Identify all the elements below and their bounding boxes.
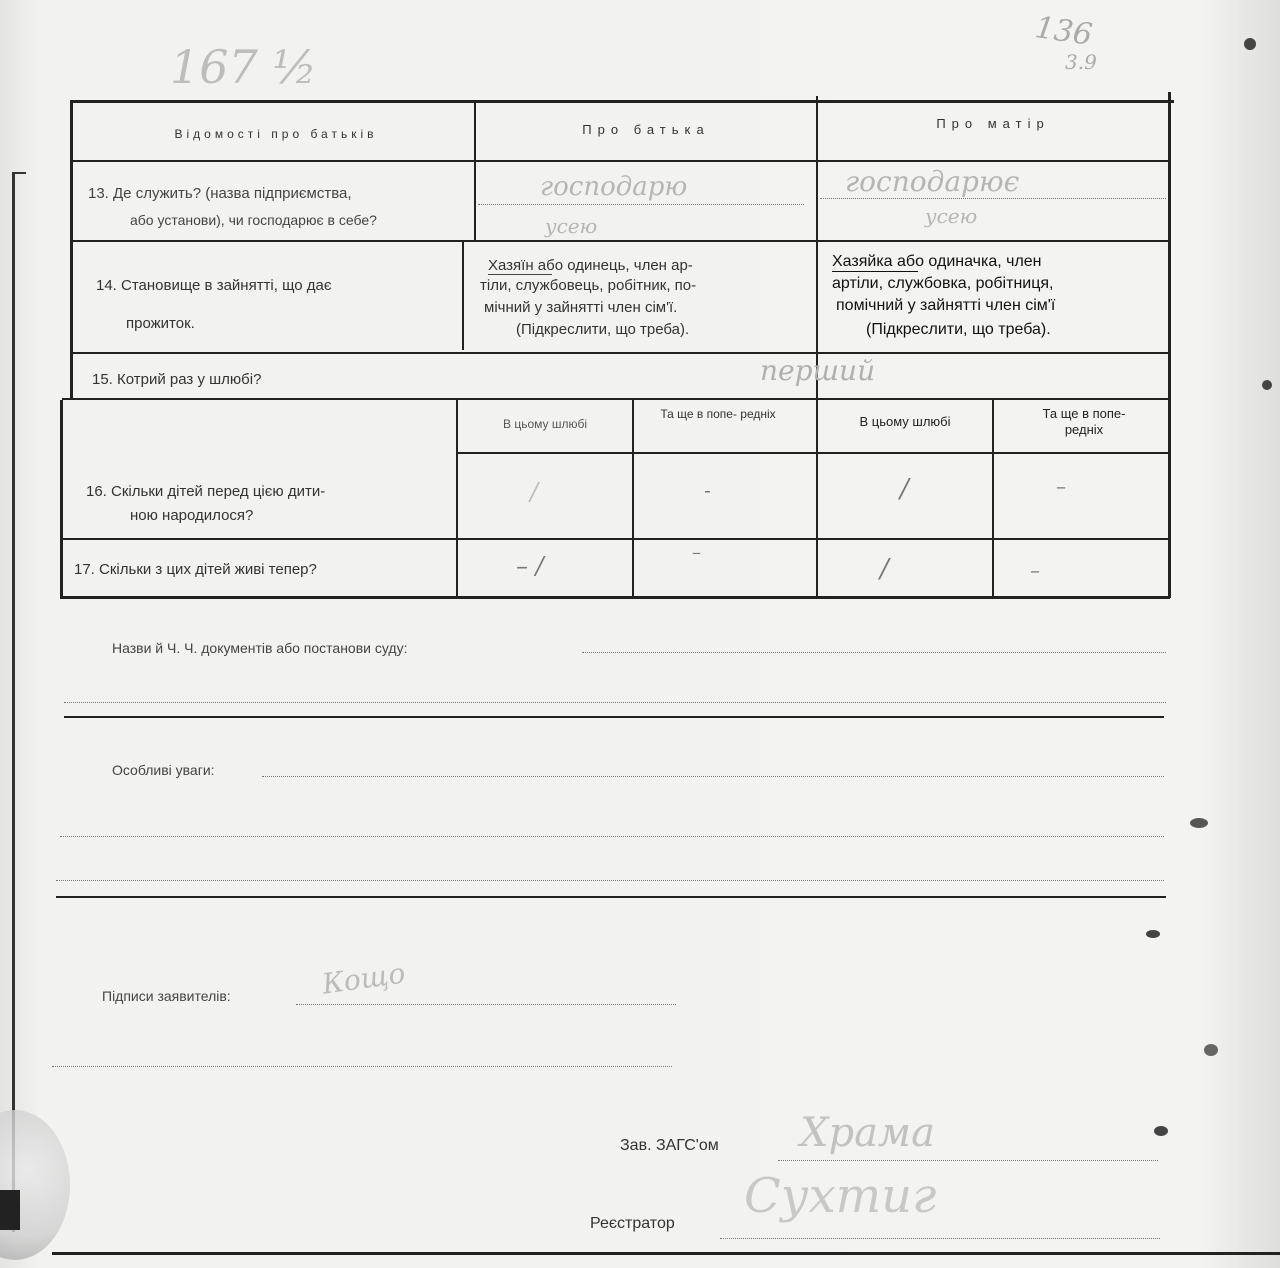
q17-mother-this: /: [880, 554, 889, 584]
q15-label: 15. Котрий раз у шлюбі?: [92, 371, 262, 388]
signatures-label: Підписи заявителів:: [102, 988, 231, 1004]
q13-mother-value: господарює: [845, 165, 1020, 198]
corner-number: 136: [1032, 10, 1095, 53]
notes-line-3: [56, 880, 1164, 881]
ink-blot: [1244, 38, 1256, 50]
registrar-signature: Сухтиг: [744, 1168, 937, 1224]
signatures-line-1: [296, 1004, 676, 1005]
zags-label: Зав. ЗАГС'ом: [620, 1137, 719, 1154]
q14-father-underline: [488, 274, 552, 275]
documents-label: Назви й Ч. Ч. документів або постанови суду:: [112, 640, 408, 656]
notes-line-1: [262, 776, 1164, 777]
notes-line-2: [60, 836, 1164, 837]
q14-mother-line3: помічний у зайнятті член сім'ї: [836, 297, 1056, 314]
q13-label-line2: або установи), чи господарює в себе?: [130, 212, 377, 228]
q16-mother-prev: –: [1056, 474, 1066, 498]
documents-line-2: [64, 702, 1166, 703]
q14-label-line1: 14. Становище в зайнятті, що дає: [96, 277, 332, 294]
q16-mother-this: /: [900, 474, 909, 504]
archive-number: 167 ½: [170, 40, 318, 94]
notes-rule: [56, 896, 1166, 898]
q14-father-line3: мічний у зайнятті член сім'ї.: [484, 299, 678, 316]
subhead-father-this-marriage: В цьому шлюбі: [502, 417, 588, 431]
q16-father-this: /: [530, 478, 539, 506]
q16-label-line2: ною народилося?: [130, 507, 254, 524]
corner-sub-number: 3.9: [1065, 50, 1097, 74]
subhead-mother-this-marriage: В цьому шлюбі: [859, 414, 951, 429]
q17-label: 17. Скільки з цих дітей живі тепер?: [74, 561, 317, 578]
left-bracket-top: [12, 172, 26, 174]
registrar-label: Реєстратор: [590, 1215, 675, 1232]
applicant-signature: Кощо: [320, 956, 408, 1001]
q17-father-this: – /: [516, 552, 544, 580]
q17-father-prev: –: [692, 542, 701, 563]
zags-signature: Храма: [800, 1110, 935, 1156]
notes-label: Особливі уваги:: [112, 762, 215, 778]
subhead-mother-previous: Та ще в попе- редніх: [1042, 406, 1126, 437]
ink-blot: [1190, 818, 1208, 828]
documents-line-1: [582, 652, 1166, 653]
q14-father-line2: тіли, службовець, робітник, по-: [480, 277, 697, 294]
ink-blot: [1146, 930, 1160, 938]
zags-line: [778, 1160, 1158, 1161]
bottom-rule: [52, 1252, 1280, 1255]
q14-mother-underline: [832, 271, 918, 272]
ink-blot: [1262, 380, 1272, 390]
q14-mother-line2: артіли, службовка, робітниця,: [832, 275, 1054, 292]
documents-rule: [64, 716, 1164, 718]
q14-mother-line1: Хазяйка або одиначка, член: [832, 253, 1042, 270]
q14-father-line4: (Підкреслити, що треба).: [516, 321, 690, 338]
q17-mother-prev: –: [1030, 558, 1040, 582]
paper-clip-dark: [0, 1190, 20, 1230]
registrar-line: [720, 1238, 1160, 1239]
q13-father-sub: усею: [545, 214, 598, 238]
q13-mother-sub: усею: [925, 204, 978, 228]
signatures-line-2: [52, 1066, 672, 1067]
ink-blot: [1204, 1044, 1218, 1056]
ink-blot: [1154, 1126, 1168, 1136]
column-header-father: Про батька: [582, 122, 710, 137]
q16-label-line1: 16. Скільки дітей перед цією дити-: [86, 483, 326, 500]
subhead-father-previous: Та ще в попе- редніх: [660, 407, 776, 421]
q15-value: перший: [760, 354, 876, 387]
q13-father-value: господарю: [540, 172, 688, 202]
q14-father-line1: Хазяїн або одинець, член ар-: [488, 257, 693, 274]
q13-label-line1: 13. Де служить? (назва підприємства,: [88, 185, 352, 202]
column-header-mother: Про матір: [936, 116, 1050, 131]
q14-label-line2: прожиток.: [126, 315, 195, 332]
left-bracket: [12, 172, 15, 1232]
column-header-info: Відомості про батьків: [174, 127, 378, 141]
q16-father-prev: -: [704, 478, 711, 502]
q14-mother-line4: (Підкреслити, що треба).: [866, 321, 1051, 338]
